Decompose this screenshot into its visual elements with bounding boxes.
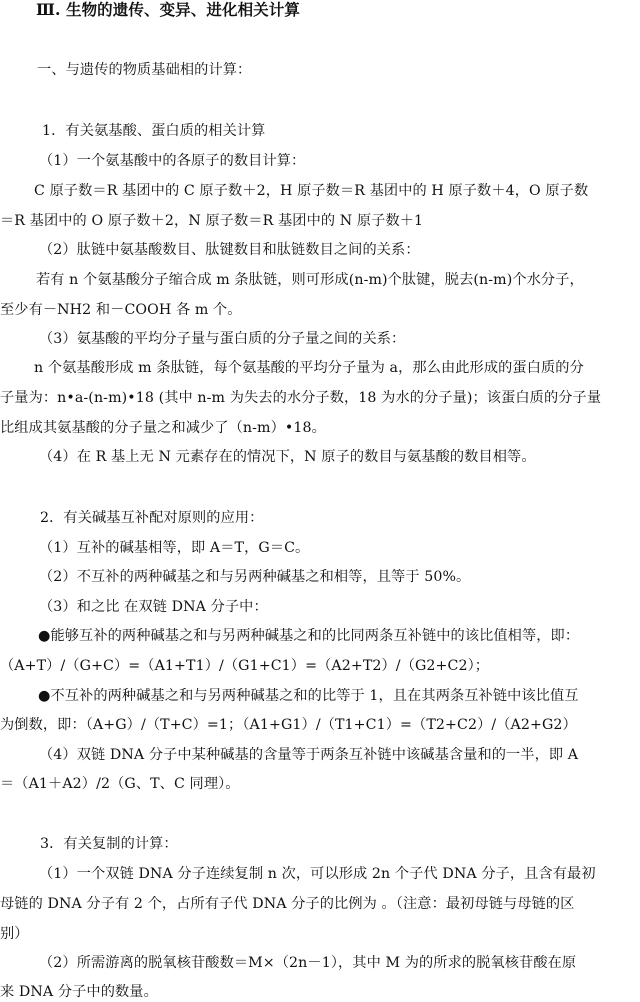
text-line: （4）在 R 基上无 N 元素存在的情况下，N 原子的数目与氨基酸的数目相等。 bbox=[39, 449, 536, 465]
text-line: 别） bbox=[0, 926, 29, 942]
text-line: （1）一个氨基酸中的各原子的数目计算： bbox=[39, 153, 306, 169]
text-line: （3）和之比 在双链 DNA 分子中： bbox=[39, 599, 268, 615]
topic-title: 2．有关碱基互补配对原则的应用： bbox=[40, 510, 264, 526]
text-line: （A+T）/（G+C）=（A1+T1）/（G1+C1）=（A2+T2）/（G2+C2）； bbox=[0, 658, 490, 674]
text-line: 子量为：n•a-(n-m)•18 (其中 n-m 为失去的水分子数，18 为水的分子量)；该蛋白质的分子量 bbox=[0, 390, 602, 406]
text-line: ＝（A1＋A2）/2（G、T、C 同理）。 bbox=[0, 776, 240, 792]
topic-title: 3．有关复制的计算： bbox=[40, 836, 178, 852]
subsection-title: 一、与遗传的物质基础相的计算： bbox=[37, 62, 252, 78]
text-line: （2）不互补的两种碱基之和与另两种碱基之和相等，且等于 50%。 bbox=[39, 569, 471, 585]
text-line: ●不互补的两种碱基之和与另两种碱基之和的比等于 1，且在其两条互补链中该比值互 bbox=[38, 688, 579, 704]
text-line: n 个氨基酸形成 m 条肽链，每个氨基酸的平均分子量为 a，那么由此形成的蛋白质的分 bbox=[34, 360, 584, 376]
text-line: ●能够互补的两种碱基之和与另两种碱基之和的比同两条互补链中的该比值相等，即： bbox=[38, 628, 580, 644]
text-line: （3）氨基酸的平均分子量与蛋白质的分子量之间的关系： bbox=[39, 331, 406, 347]
text-line: 至少有－NH2 和－COOH 各 m 个。 bbox=[0, 302, 242, 318]
section-heading: Ⅲ. 生物的遗传、变异、进化相关计算 bbox=[36, 0, 300, 19]
text-line: 比组成其氨基酸的分子量之和减少了（n-m）•18。 bbox=[0, 420, 326, 436]
text-line: （1）一个双链 DNA 分子连续复制 n 次，可以形成 2n 个子代 DNA 分子，且含有最初 bbox=[39, 866, 596, 882]
text-line: C 原子数＝R 基团中的 C 原子数＋2，H 原子数＝R 基团中的 H 原子数＋4，O 原子数 bbox=[34, 183, 589, 199]
text-line: 来 DNA 分子中的数量。 bbox=[0, 984, 158, 1000]
text-line: （1）互补的碱基相等，即 A＝T，G＝C。 bbox=[39, 540, 310, 556]
text-line: 母链的 DNA 分子有 2 个，占所有子代 DNA 分子的比例为 。（注意：最初母链与母链的区 bbox=[0, 896, 575, 912]
text-line: （4）双链 DNA 分子中某种碱基的含量等于两条互补链中该碱基含量和的一半，即 A bbox=[39, 747, 579, 763]
text-line: （2）肽链中氨基酸数目、肽键数目和肽链数目之间的关系： bbox=[39, 242, 420, 258]
text-line: ＝R 基团中的 O 原子数＋2，N 原子数＝R 基团中的 N 原子数＋1 bbox=[0, 213, 424, 229]
text-line: 若有 n 个氨基酸分子缩合成 m 条肽链，则可形成(n-m)个肽键，脱去(n-m)个水分子， bbox=[36, 272, 584, 288]
text-line: （2）所需游离的脱氧核苷酸数＝M×（2n－1），其中 M 为的所求的脱氧核苷酸在原 bbox=[39, 955, 577, 971]
topic-title: 1．有关氨基酸、蛋白质的相关计算 bbox=[42, 123, 266, 139]
text-line: 为倒数，即：（A+G）/（T+C）=1；（A1+G1）/（T1+C1）=（T2+C2）/（A2+G2） bbox=[0, 717, 577, 733]
